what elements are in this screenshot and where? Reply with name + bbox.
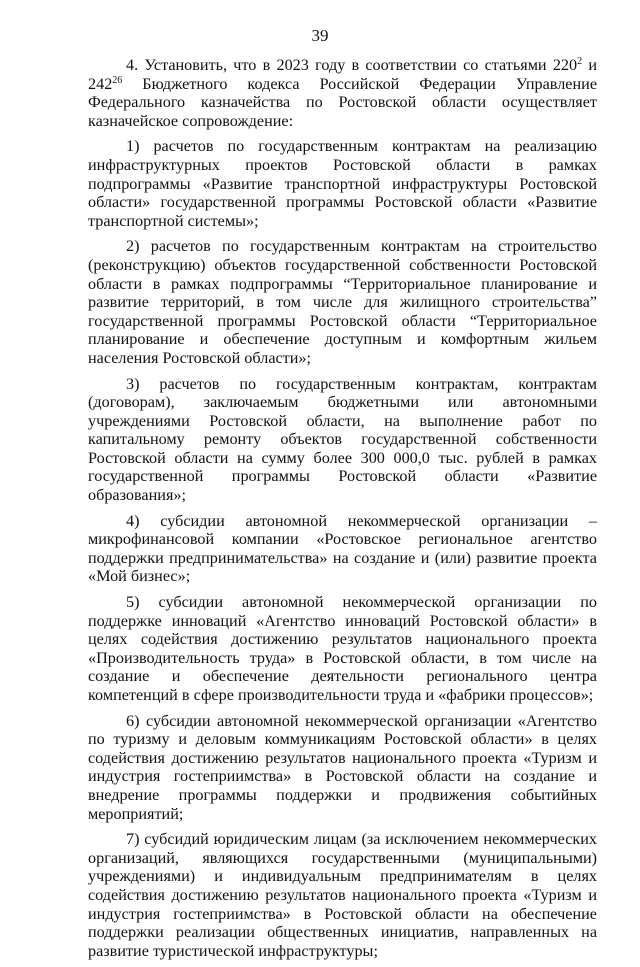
list-item-1: 1) расчетов по государственным контрактам на реализацию инфраструктурных проектов Ростовской области в рамках подпрограммы «Развитие транспортной инфраструктуры Ростовской области» государственной программы Ростовской области «Развитие транспортной системы»; [88,137,597,230]
intro-text-middle: и 242 [88,56,597,93]
document-body [88,56,597,967]
list-item-7: 7) субсидий юридическим лицам (за исключением некоммерческих организаций, являющихся государственными (муниципальными) учреждениями) и индивидуальным предпринимателям в целях содействия достижению результатов национального проекта «Туризм и индустрия гостеприимства» в Ростовской области на обеспечение поддержки реализации общественных инициатив, направленных на развитие туристической инфраструктуры; [88,830,597,960]
page-number: 39 [311,26,329,45]
article-superscript-1: 2 [577,56,583,67]
list-item-6: 6) субсидии автономной некоммерческой организации «Агентство по туризму и деловым коммуникациям Ростовской области» в целях содействия достижению результатов национального проекта «Туризм и индустрия гостеприимства» в Ростовской области на создание и внедрение программы поддержки и продвижения событийных мероприятий; [88,711,597,823]
article-superscript-2: 26 [112,74,123,86]
intro-text-start: 4. Установить, что в 2023 году в соответствии со статьями 220 [126,56,578,74]
list-item-4: 4) субсидии автономной некоммерческой организации – микрофинансовой компании «Ростовское региональное агентство поддержки предпринимательства» на создание и (или) развитие проекта «Мой бизнес»; [88,511,597,586]
intro-paragraph [88,56,597,130]
list-item-2: 2) расчетов по государственным контрактам на строительство (реконструкцию) объектов государственной собственности Ростовской области в рамках подпрограммы “Территориальное планирование и развитие территорий, в том числе для жилищного строительства” государственной программы Ростовской области “Территориальное планирование и обеспечение доступным и комфортным жильем населения Ростовской области»; [88,237,597,367]
list-item-3: 3) расчетов по государственным контрактам, контрактам (договорам), заключаемым бюджетными или автономными учреждениями Ростовской области, на выполнение работ по капитальному ремонту объектов государственной собственности Ростовской области на сумму более 300 000,0 тыс. рублей в рамках государственной программы Ростовской области «Развитие образования»; [88,374,597,505]
list-item-5: 5) субсидии автономной некоммерческой организации по поддержке инноваций «Агентство инноваций Ростовской области» в целях содействия достижению результатов национального проекта «Производительность труда» в Ростовской области, в том числе на создание и обеспечение деятельности регионального центра компетенций в сфере производительности труда и «фабрики процессов»; [88,593,597,704]
intro-text-end: Бюджетного кодекса Российской Федерации Управление Федерального казначейства по Ростовской области осуществляет казначейское сопровождение: [88,74,597,130]
